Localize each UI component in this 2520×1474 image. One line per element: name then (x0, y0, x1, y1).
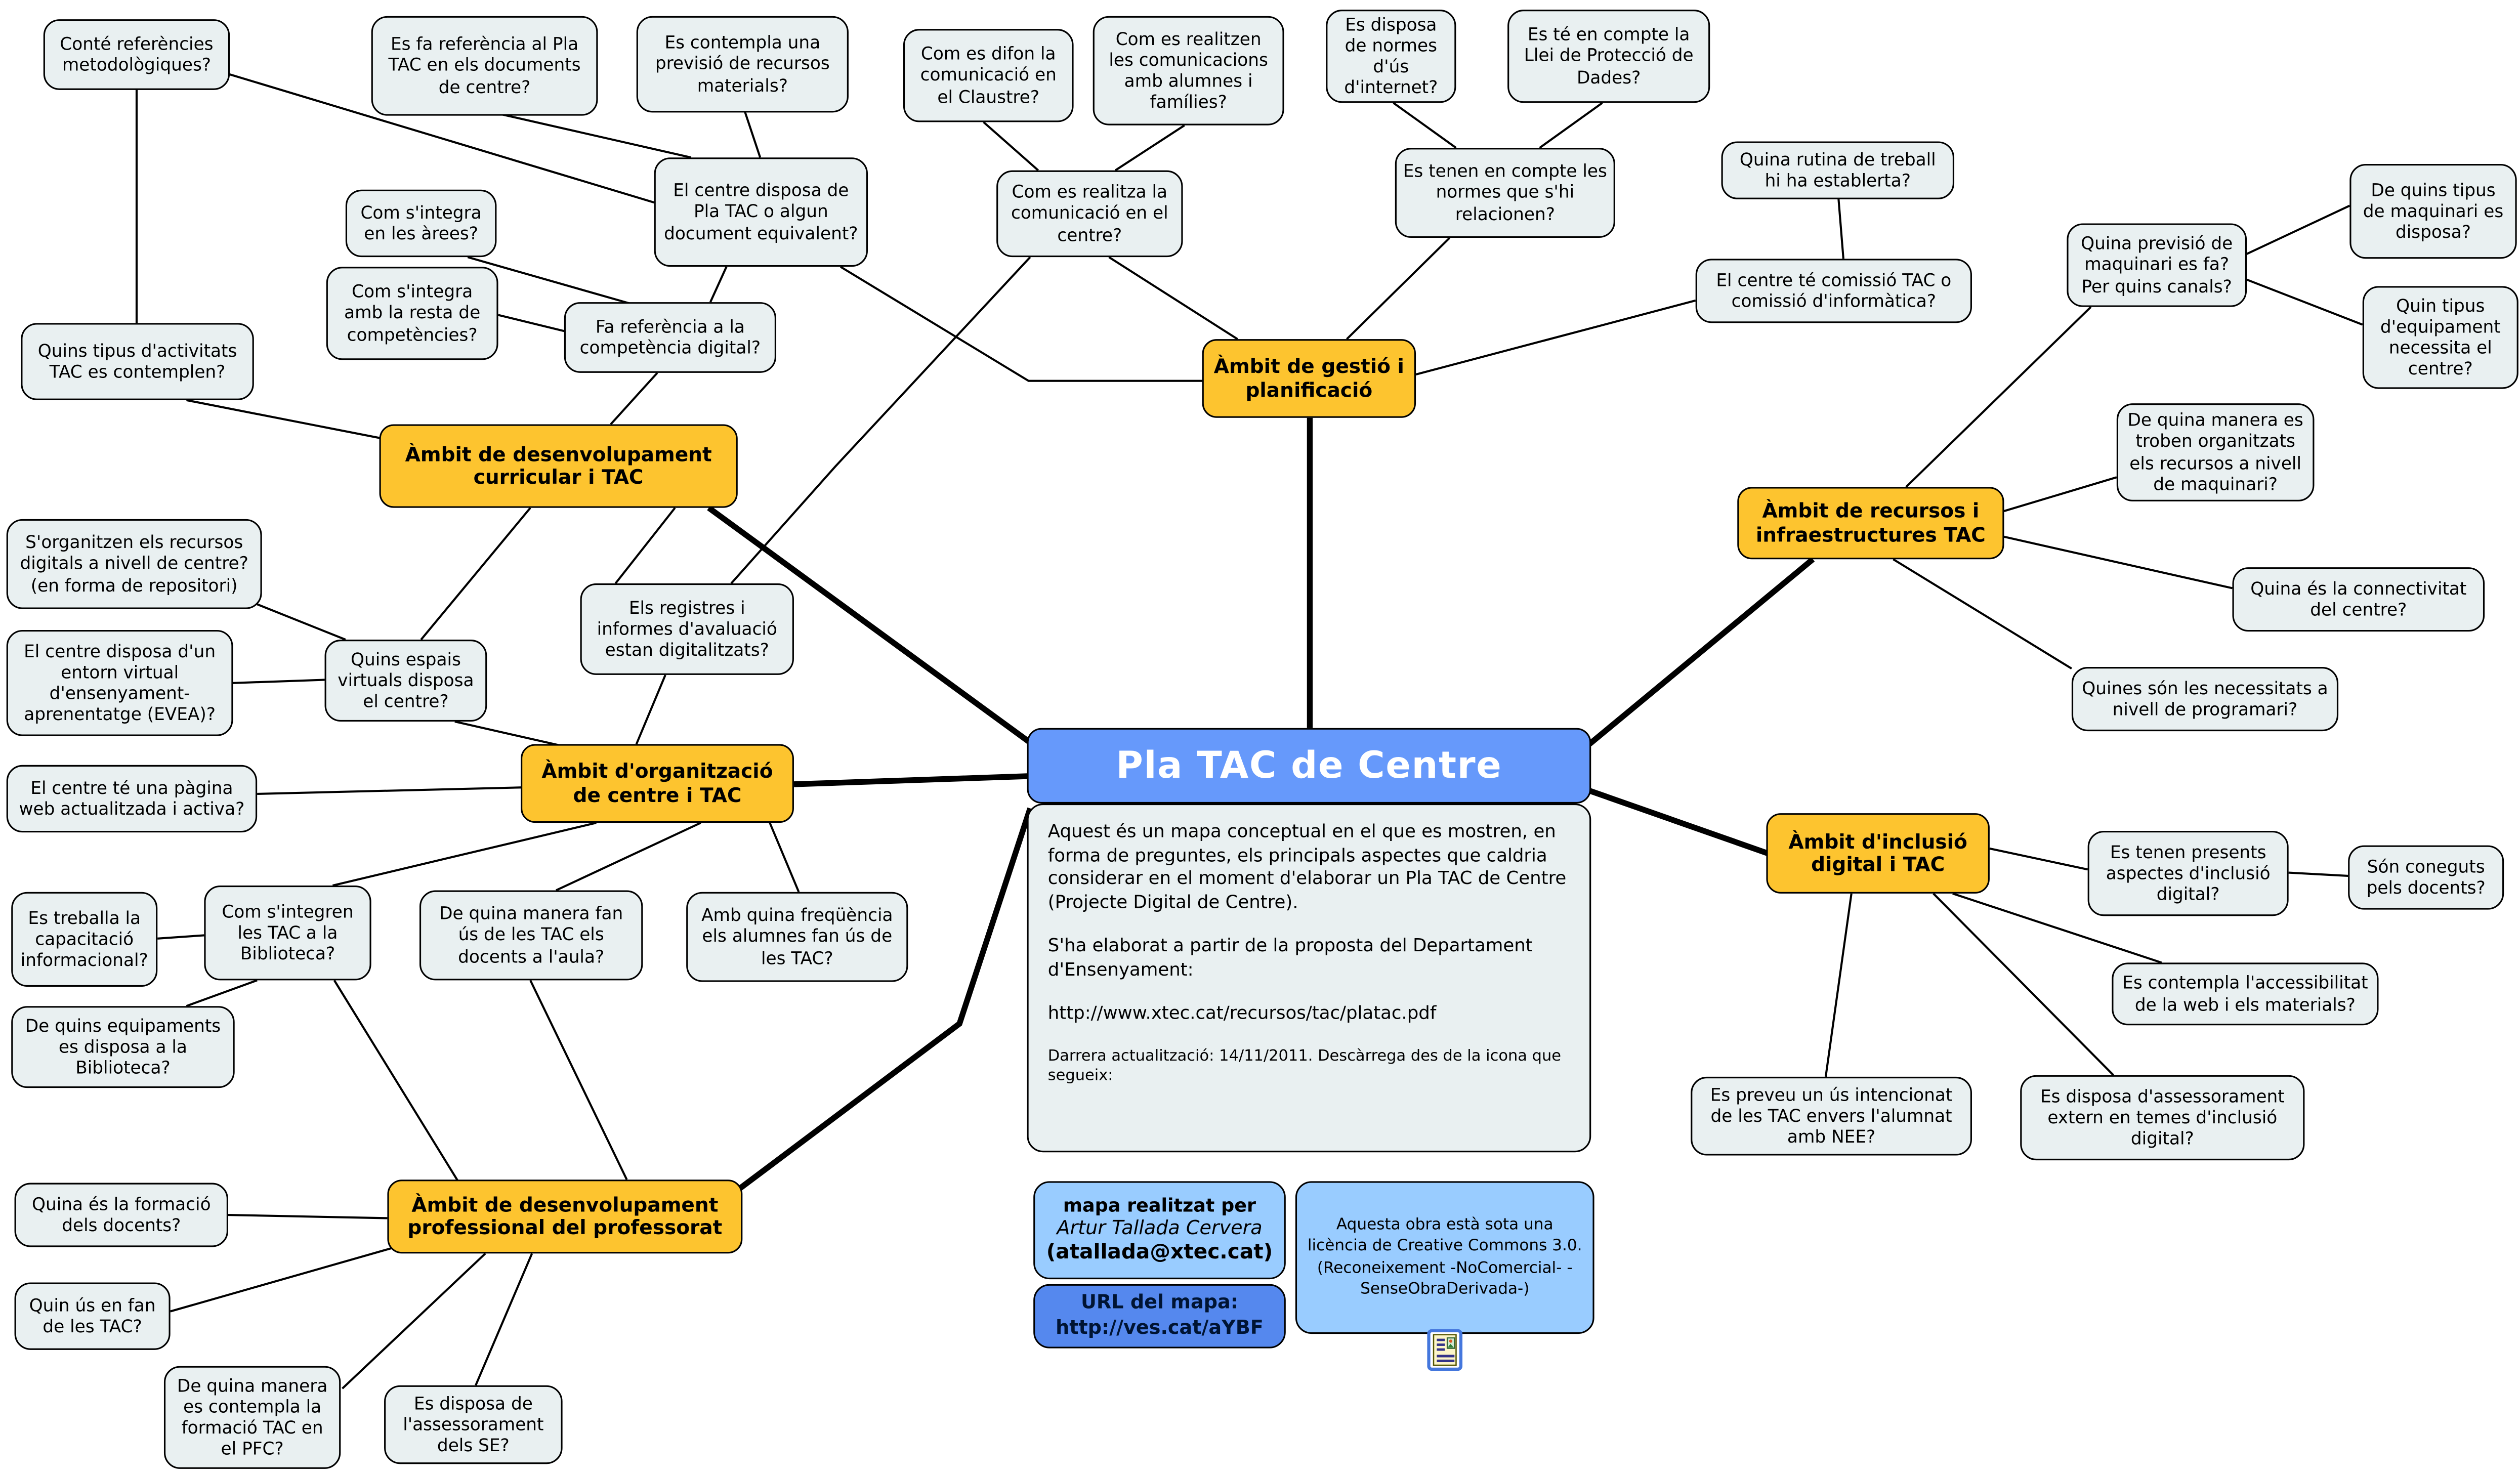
question-connectivitat[interactable]: Quina és la connectivitat del centre? (2232, 567, 2485, 631)
edge (342, 1253, 485, 1388)
edge (421, 508, 530, 640)
edge (611, 373, 657, 425)
edge (1990, 849, 2088, 869)
edge-thick (1589, 791, 1768, 854)
edge (841, 267, 1202, 381)
question-espais-virtuals[interactable]: Quins espais virtuals disposa el centre? (325, 640, 487, 722)
question-us-tac-alumnat-nee[interactable]: Es preveu un ús intencionat de les TAC envers l'alumnat amb NEE? (1691, 1077, 1972, 1156)
edge (984, 122, 1038, 170)
edge (1347, 238, 1450, 339)
edge (1934, 894, 2114, 1075)
question-formacio-docents[interactable]: Quina és la formació dels docents? (15, 1183, 228, 1247)
credits-email: (atallada@xtec.cat) (1046, 1241, 1273, 1266)
ambit-inclusio-digital[interactable]: Àmbit d'inclusió digital i TAC (1766, 813, 1989, 894)
question-necessitats-programari[interactable]: Quines són les necessitats a nivell de programari? (2072, 667, 2338, 731)
url-label: URL del mapa: (1080, 1291, 1238, 1314)
edge (744, 109, 760, 157)
edge (1838, 199, 1843, 259)
ambit-desenvolupament-professional[interactable]: Àmbit de desenvolupament professional del professorat (387, 1180, 742, 1253)
question-registres-digitalitzats[interactable]: Els registres i informes d'avaluació estan digitalitzats? (580, 583, 794, 675)
edge (2004, 537, 2232, 588)
credits-box[interactable] (1033, 1181, 1286, 1279)
ambit-gestio-planificacio[interactable]: Àmbit de gestió i planificació (1202, 339, 1416, 418)
question-disposa-pla-tac[interactable]: El centre disposa de Pla TAC o algun document equivalent? (654, 157, 868, 267)
question-organitzacio-recursos-maquinari[interactable]: De quina manera es troben organitzats els recursos a nivell de maquinari? (2117, 403, 2315, 501)
question-aspectes-inclusio-digital[interactable]: Es tenen presents aspectes d'inclusió digital? (2088, 831, 2289, 916)
question-coneguts-docents[interactable]: Són coneguts pels docents? (2348, 846, 2504, 910)
edge (1893, 559, 2072, 668)
edge (530, 980, 627, 1180)
question-comissio-tac[interactable]: El centre té comissió TAC o comissió d'informàtica? (1696, 259, 1972, 323)
edge (2289, 873, 2348, 876)
ambit-organitzacio-centre[interactable]: Àmbit d'organització de centre i TAC (521, 744, 794, 823)
description-update-note: Darrera actualització: 14/11/2011. Descàrrega des de la icona que segueix: (1047, 1047, 1562, 1086)
question-rutina-treball[interactable]: Quina rutina de treball hi ha establerta? (1721, 141, 1955, 199)
question-tac-biblioteca[interactable]: Com s'integren les TAC a la Biblioteca? (204, 886, 371, 980)
description-box[interactable] (1027, 804, 1591, 1152)
edge (257, 787, 521, 794)
question-previsio-maquinari[interactable]: Quina previsió de maquinari es fa? Per quins canals? (2067, 223, 2247, 307)
edge (637, 675, 665, 744)
edge (731, 257, 1030, 583)
question-integra-arees[interactable]: Com s'integra en les àrees? (346, 190, 497, 257)
question-equipament-necessari[interactable]: Quin tipus d'equipament necessita el centre? (2363, 286, 2518, 389)
question-referencia-pla-tac-documents[interactable]: Es fa referència al Pla TAC en els documents de centre? (371, 16, 598, 116)
edge (228, 1215, 387, 1218)
question-comunicacio-centre[interactable]: Com es realitza la comunicació en el centre? (996, 171, 1183, 258)
question-tipus-activitats-tac[interactable]: Quins tipus d'activitats TAC es contemplen? (21, 323, 254, 400)
edge (2247, 206, 2349, 254)
credits-author: Artur Tallada Cervera (1057, 1216, 1263, 1240)
question-us-tac-docents-aula[interactable]: De quina manera fan ús de les TAC els docents a l'aula? (419, 891, 643, 981)
question-formacio-tac-pfc[interactable]: De quina manera es contempla la formació TAC en el PFC? (164, 1366, 341, 1469)
question-quin-us-tac[interactable]: Quin ús en fan de les TAC? (15, 1282, 171, 1350)
question-integra-competencies[interactable]: Com s'integra amb la resta de competències? (326, 267, 498, 360)
edge (498, 315, 564, 331)
edge (171, 1247, 396, 1312)
question-assessorament-se[interactable]: Es disposa de l'assessorament dels SE? (384, 1385, 563, 1464)
edge (257, 604, 346, 640)
url-value: http://ves.cat/aYBF (1056, 1316, 1264, 1339)
edge (1115, 125, 1185, 171)
question-equipaments-biblioteca[interactable]: De quins equipaments es disposa a la Biblioteca? (11, 1006, 234, 1088)
question-comunicacions-families[interactable]: Com es realitzen les comunicacions amb alumnes i famílies? (1093, 16, 1284, 125)
question-accessibilitat-web[interactable]: Es contempla l'accessibilitat de la web i els materials? (2112, 962, 2378, 1025)
question-pagina-web[interactable]: El centre té una pàgina web actualitzada i activa? (7, 765, 257, 832)
description-paragraph: Aquest és un mapa conceptual en el que es mostren, en forma de preguntes, els principals aspectes que caldria considerar en el moment d'elaborar un Pla TAC de Centre (Projecte Digital de Centre). (1047, 821, 1567, 912)
question-previsio-recursos-materials[interactable]: Es contempla una previsió de recursos materials? (637, 16, 849, 113)
question-normes-internet[interactable]: Es disposa de normes d'ús d'internet? (1326, 10, 1456, 103)
edge (186, 980, 257, 1006)
question-conte-referencies[interactable]: Conté referències metodològiques? (44, 19, 230, 90)
ambit-recursos-infraestructures[interactable]: Àmbit de recursos i infraestructures TAC (1737, 487, 2004, 559)
edge (2004, 477, 2116, 511)
edge (1906, 307, 2091, 487)
question-normes-relacionades[interactable]: Es tenen en compte les normes que s'hi relacionen? (1395, 148, 1615, 238)
edge (1109, 257, 1237, 339)
edge-thick (1589, 559, 1813, 744)
edge (1540, 103, 1603, 148)
question-repositori-recursos-digitals[interactable]: S'organitzen els recursos digitals a nivell de centre? (en forma de repositori) (7, 519, 262, 609)
edge-thick (734, 809, 1030, 1193)
question-referencia-competencia-digital[interactable]: Fa referència a la competència digital? (564, 302, 776, 373)
download-document-icon[interactable] (1427, 1329, 1462, 1371)
description-link-text: http://www.xtec.cat/recursos/tac/platac.pdf (1047, 1003, 1437, 1025)
edge (1416, 301, 1696, 374)
edge (493, 112, 691, 157)
edge (710, 267, 727, 302)
edge (770, 823, 799, 892)
edge (233, 680, 325, 683)
edge (334, 980, 458, 1181)
question-difusio-claustre[interactable]: Com es difon la comunicació en el Claustre? (903, 29, 1074, 122)
question-entorn-virtual-evea[interactable]: El centre disposa d'un entorn virtual d'ensenyament-aprenentatge (EVEA)? (7, 630, 233, 736)
question-frequencia-us-alumnes[interactable]: Amb quina freqüència els alumnes fan ús de les TAC? (686, 892, 908, 982)
license-box[interactable]: Aquesta obra està sota una licència de Creative Commons 3.0. (Reconeixement -NoComercial- -SenseObraDerivada-) (1295, 1181, 1594, 1334)
edge (1826, 894, 1852, 1077)
edge (2247, 280, 2363, 325)
url-box[interactable] (1033, 1284, 1286, 1349)
edge-thick (794, 776, 1027, 784)
edge (476, 1253, 532, 1385)
edge (332, 823, 596, 886)
edge (157, 935, 204, 938)
description-paragraph: S'ha elaborat a partir de la proposta del Departament d'Ensenyament: (1047, 936, 1533, 980)
edge (1394, 103, 1456, 148)
edge (556, 823, 701, 890)
edge (186, 400, 408, 444)
question-assessorament-extern-inclusio[interactable]: Es disposa d'assessorament extern en temes d'inclusió digital? (2020, 1075, 2304, 1160)
credits-title: mapa realitzat per (1063, 1194, 1256, 1216)
edge (615, 508, 675, 583)
hub-pla-tac-de-centre[interactable]: Pla TAC de Centre (1027, 728, 1591, 804)
question-llei-proteccio-dades[interactable]: Es té en compte la Llei de Protecció de Dades? (1507, 10, 1710, 103)
ambit-desenvolupament-curricular[interactable]: Àmbit de desenvolupament curricular i TAC (380, 424, 738, 508)
question-capacitacio-informacional[interactable]: Es treballa la capacitació informacional? (11, 892, 157, 987)
question-tipus-maquinari[interactable]: De quins tipus de maquinari es disposa? (2349, 164, 2516, 259)
